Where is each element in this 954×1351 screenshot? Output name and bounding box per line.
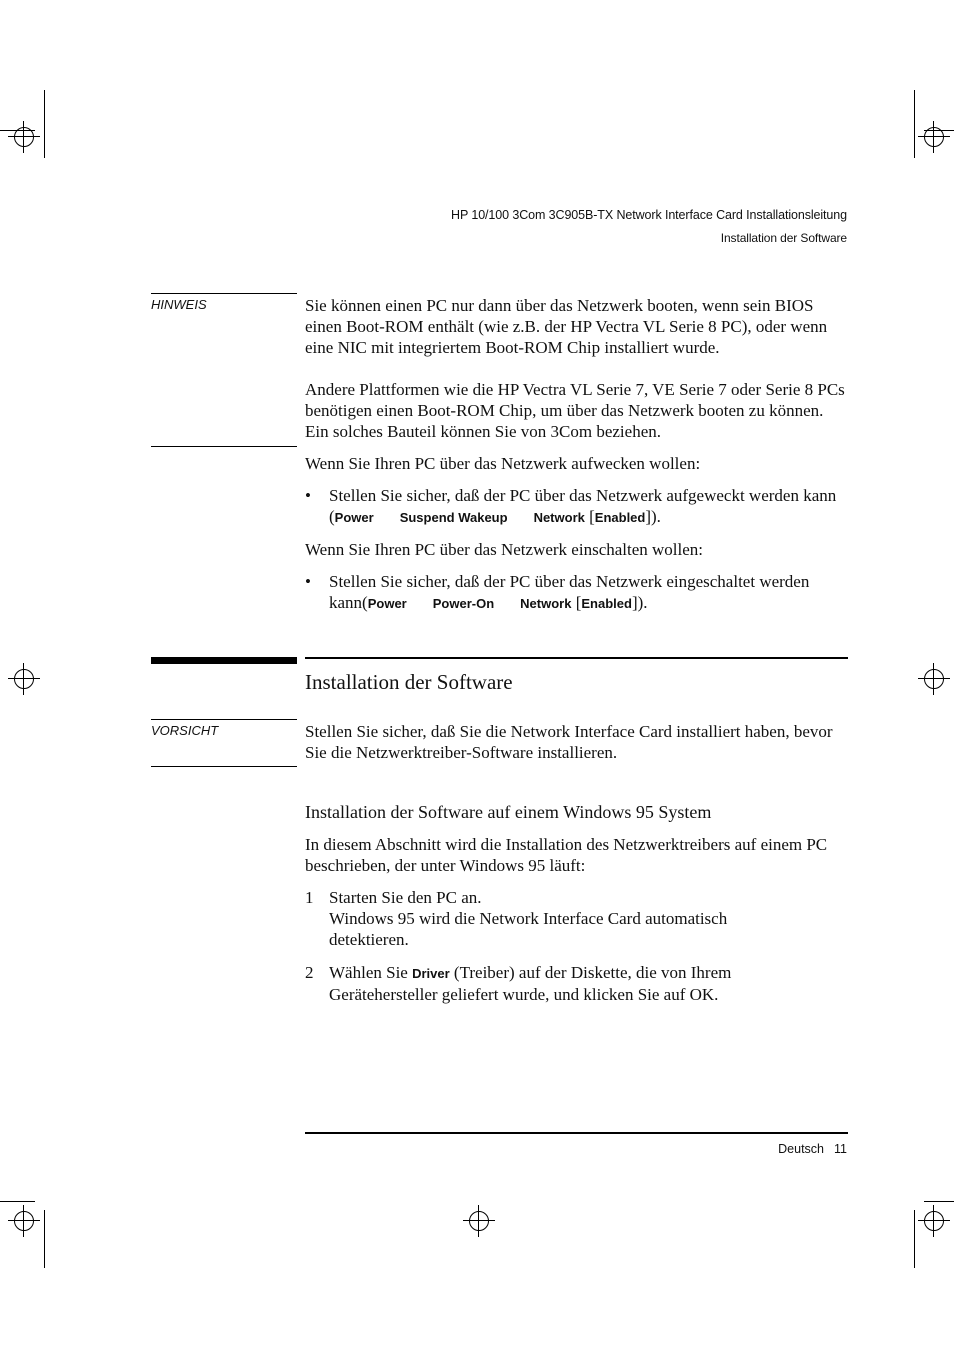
registration-mark-icon <box>920 123 948 151</box>
crop-line <box>924 1201 954 1202</box>
step-1 <box>305 887 850 950</box>
caution-bottom-rule <box>151 766 297 767</box>
crop-line <box>0 1201 35 1202</box>
menu-keyword: Suspend Wakeup <box>399 510 508 525</box>
section-title: Installation der Software <box>305 670 513 694</box>
note-bottom-rule <box>151 446 297 447</box>
menu-keyword: Driver <box>412 966 450 981</box>
step-number: 1 <box>305 888 314 907</box>
registration-mark-icon <box>10 1207 38 1235</box>
bullet: • <box>305 572 311 591</box>
registration-mark-icon <box>465 1207 493 1235</box>
section-thick-rule <box>151 657 297 664</box>
running-header-title: HP 10/100 3Com 3C905B-TX Network Interface Card Installationsleitung <box>451 208 847 222</box>
section-rule <box>305 657 848 659</box>
registration-mark-icon <box>10 123 38 151</box>
crop-line <box>914 90 915 158</box>
step-1-line-2: Windows 95 wird die Network Interface Card automatisch detektieren. <box>329 909 728 949</box>
menu-keyword: Power <box>334 510 374 525</box>
bullet: • <box>305 486 311 505</box>
caution-label: VORSICHT <box>151 723 219 738</box>
wake-bullet-text: Stellen Sie sicher, daß der PC über das Netzwerk aufgeweckt werden kann (Power Suspend Wakeup Network [Enabled]). <box>329 486 837 526</box>
subsection-intro: In diesem Abschnitt wird die Installation des Netzwerktreibers auf einem PC beschrieben, der unter Windows 95 läuft: <box>305 835 828 875</box>
subsection-title: Installation der Software auf einem Windows 95 System <box>305 802 712 822</box>
registration-mark-icon <box>920 1207 948 1235</box>
wake-bullet-item <box>305 485 850 528</box>
crop-line <box>44 1210 45 1268</box>
poweron-bullet-text: Stellen Sie sicher, daß der PC über das Netzwerk eingeschaltet werden kann(Power Power-On Network [Enabled]). <box>329 572 810 612</box>
footer <box>778 1142 847 1156</box>
step-number: 2 <box>305 963 314 982</box>
menu-keyword: Enabled <box>581 596 632 611</box>
note-label: HINWEIS <box>151 297 207 312</box>
menu-keyword: Enabled <box>594 510 646 525</box>
note-paragraph-1: Sie können einen PC nur dann über das Netzwerk booten, wenn sein BIOS einen Boot-ROM enthält (wie z.B. der HP Vectra VL Serie 8 PC), oder wenn eine NIC mit integriertem Boot-ROM Chip installiert wurde. <box>305 296 828 357</box>
footer-rule <box>305 1132 848 1134</box>
crop-line <box>914 1210 915 1268</box>
step-2: 2 Wählen Sie Driver (Treiber) auf der Diskette, die von Ihrem Gerätehersteller geliefert wurde, und klicken Sie auf OK. <box>305 963 732 1004</box>
registration-mark-icon <box>920 665 948 693</box>
note-paragraph-2: Andere Plattformen wie die HP Vectra VL Serie 7, VE Serie 7 oder Serie 8 PCs benötigen einen Boot-ROM Chip, um über das Netzwerk booten zu können. Ein solches Bauteil können Sie von 3Com beziehen. <box>305 380 845 441</box>
menu-keyword: Power-On <box>432 596 495 611</box>
poweron-intro: Wenn Sie Ihren PC über das Netzwerk einschalten wollen: <box>305 540 704 559</box>
registration-mark-icon <box>10 665 38 693</box>
caution-text: Stellen Sie sicher, daß Sie die Network Interface Card installiert haben, bevor Sie die Netzwerktreiber-Software installieren. <box>305 722 833 762</box>
menu-keyword: Power <box>367 596 407 611</box>
note-top-rule <box>151 293 297 294</box>
menu-keyword: Network <box>520 596 572 611</box>
poweron-bullet-item <box>305 571 850 614</box>
crop-line <box>44 90 45 158</box>
step-1-line-1: Starten Sie den PC an. <box>329 888 482 907</box>
menu-keyword: Network <box>533 510 585 525</box>
caution-top-rule <box>151 719 297 720</box>
page-number: 11 <box>834 1142 847 1156</box>
footer-language: Deutsch <box>778 1142 825 1156</box>
running-header-subtitle: Installation der Software <box>720 231 847 245</box>
wake-intro: Wenn Sie Ihren PC über das Netzwerk aufwecken wollen: <box>305 454 701 473</box>
